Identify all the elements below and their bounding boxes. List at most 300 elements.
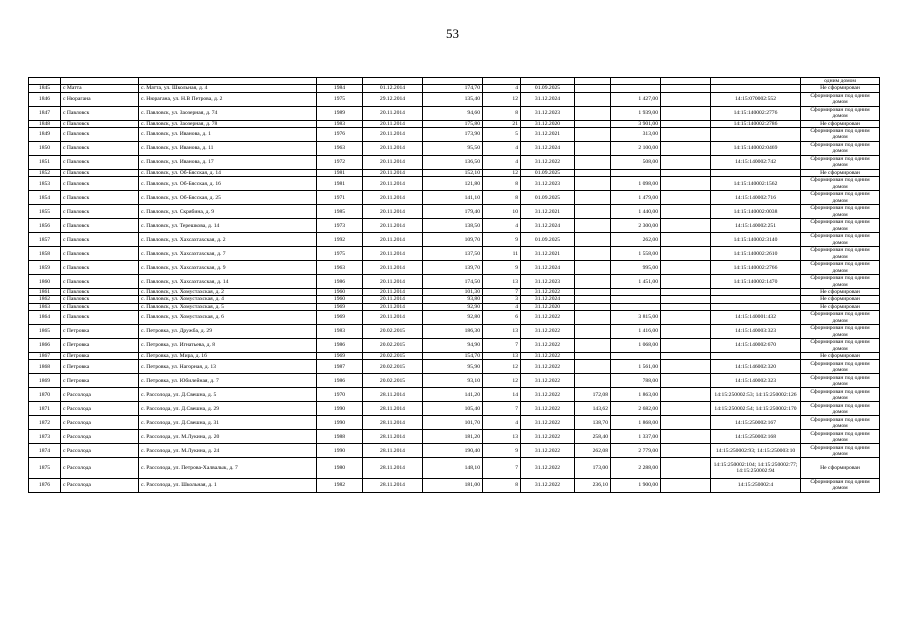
- cell-date: 20.02.2015: [363, 360, 423, 374]
- cell-col11: 1 863,00: [611, 388, 661, 402]
- cell-num: 1847: [29, 106, 61, 120]
- cell-count: 13: [483, 430, 521, 444]
- cell-num: 1871: [29, 402, 61, 416]
- cell-area: 92,90: [423, 303, 483, 310]
- cell-num: 1852: [29, 169, 61, 176]
- cell-settlement: с Матта: [61, 85, 139, 92]
- cell-date: 20.11.2014: [363, 177, 423, 191]
- cell-year: 1989: [317, 106, 363, 120]
- cell-empty: [661, 169, 711, 176]
- cell-empty: [661, 416, 711, 430]
- cell-area: 179,40: [423, 205, 483, 219]
- cell-count: 4: [483, 416, 521, 430]
- cell-date: 20.11.2014: [363, 155, 423, 169]
- cell-col11: 508,00: [611, 155, 661, 169]
- cell-count: 8: [483, 478, 521, 492]
- table-row: [29, 247, 880, 261]
- cell-date: 20.11.2014: [363, 219, 423, 233]
- cell-address: с. Рассолода, ул. Д.Свешна, д. 5: [139, 388, 317, 402]
- cell-count: 14: [483, 388, 521, 402]
- cell-deadline: 31.12.2020: [521, 303, 575, 310]
- cell-cadastral: 14:15:070002:552: [711, 92, 801, 106]
- cell-col10: [575, 303, 611, 310]
- cell-area: 175,80: [423, 120, 483, 127]
- cell-col10: [575, 85, 611, 92]
- cell-col11: 2 300,00: [611, 219, 661, 233]
- cell-cadastral: 14:15:140002:323: [711, 374, 801, 388]
- housing-table: [28, 77, 880, 493]
- table-row: [29, 289, 880, 296]
- cell-settlement: с Павловск: [61, 169, 139, 176]
- cell-cadastral: 14:15:140002:2610: [711, 247, 801, 261]
- cell-area: 109,70: [423, 233, 483, 247]
- cell-year: 1969: [317, 303, 363, 310]
- cell-num: 1850: [29, 141, 61, 155]
- cell-year: 1972: [317, 155, 363, 169]
- cell-deadline: 31.12.2022: [521, 458, 575, 479]
- cell-address: с. Нюрагана, ул. Н.В Петрова, д. 2: [139, 92, 317, 106]
- cell-count: 3: [483, 296, 521, 303]
- cell-empty: [661, 247, 711, 261]
- table-row: [29, 177, 880, 191]
- cell-col10: [575, 275, 611, 289]
- table-row: [29, 353, 880, 360]
- cell-status: Сформирован под одним домом: [801, 416, 880, 430]
- cell-area: 141,20: [423, 388, 483, 402]
- cell-settlement: с Павловск: [61, 127, 139, 141]
- cell-cadastral: 14:15:140003:323: [711, 325, 801, 339]
- cell-area: 181,00: [423, 478, 483, 492]
- cell-num: 1858: [29, 247, 61, 261]
- cell-num: 1849: [29, 127, 61, 141]
- cell-count: 21: [483, 120, 521, 127]
- cell-col10: [575, 120, 611, 127]
- cell-date: 28.11.2014: [363, 458, 423, 479]
- cell-empty: [661, 360, 711, 374]
- cell-area: 186,30: [423, 325, 483, 339]
- table-row: [29, 127, 880, 141]
- cell-area: 135,40: [423, 92, 483, 106]
- cell-cadastral: 14:15:140002:1470: [711, 275, 801, 289]
- cell-col11: 1 900,00: [611, 478, 661, 492]
- cell-settlement: с Павловск: [61, 311, 139, 325]
- table-row: [29, 388, 880, 402]
- cell-col11: 3 901,00: [611, 120, 661, 127]
- cell-col10: [575, 141, 611, 155]
- cell-col10: [575, 205, 611, 219]
- cell-num: 1876: [29, 478, 61, 492]
- cell-year: 1981: [317, 177, 363, 191]
- cell-deadline: 31.12.2022: [521, 360, 575, 374]
- cell-date: 20.11.2014: [363, 120, 423, 127]
- cell-deadline: 01.09.2025: [521, 169, 575, 176]
- cell-year: 1985: [317, 205, 363, 219]
- cell-empty: [661, 388, 711, 402]
- table-row: [29, 444, 880, 458]
- cell-count: 13: [483, 275, 521, 289]
- cell-deadline: 31.12.2024: [521, 296, 575, 303]
- cell-cadastral: 14:15:140002:0469: [711, 141, 801, 155]
- cell-settlement: с Рассолода: [61, 458, 139, 479]
- cell-empty: [661, 402, 711, 416]
- cell-area: 148,10: [423, 458, 483, 479]
- cell-empty: [661, 191, 711, 205]
- cell-date: 28.11.2014: [363, 416, 423, 430]
- cell-num: 1866: [29, 339, 61, 353]
- cell-area: 93,10: [423, 374, 483, 388]
- cell-empty: [661, 92, 711, 106]
- cell-cadastral: 14:15:140002:2776: [711, 106, 801, 120]
- cell-num: 1863: [29, 303, 61, 310]
- cell-deadline: 31.12.2022: [521, 353, 575, 360]
- cell-col10: [575, 311, 611, 325]
- cell-count: 4: [483, 219, 521, 233]
- table-row: [29, 169, 880, 176]
- cell-count: 4: [483, 85, 521, 92]
- cell-col11: 2 100,00: [611, 141, 661, 155]
- cell-year: 1986: [317, 339, 363, 353]
- cell-area: 181,20: [423, 430, 483, 444]
- cell-col11: 1 440,00: [611, 205, 661, 219]
- table-row: [29, 303, 880, 310]
- cell-area: 138,50: [423, 219, 483, 233]
- cell-date: 20.11.2014: [363, 261, 423, 275]
- table-row: [29, 458, 880, 479]
- cell-col10: [575, 261, 611, 275]
- cell-year: 1980: [317, 458, 363, 479]
- cell-cadastral: 14:15:140002:0038: [711, 205, 801, 219]
- cell-year: 1988: [317, 430, 363, 444]
- cell-col10: [575, 296, 611, 303]
- cell-deadline: 31.12.2022: [521, 155, 575, 169]
- cell-count: 4: [483, 141, 521, 155]
- cell-date: 20.11.2014: [363, 141, 423, 155]
- cell-cadastral: 14:15:140002:251: [711, 219, 801, 233]
- cell-deadline: 31.12.2022: [521, 311, 575, 325]
- cell-year: 1990: [317, 416, 363, 430]
- table-row: [29, 374, 880, 388]
- cell-year: 1990: [317, 444, 363, 458]
- cell-date: 20.11.2014: [363, 191, 423, 205]
- cell-empty: [661, 106, 711, 120]
- cell-status: Сформирован под одним домом: [801, 430, 880, 444]
- cell-status: Сформирован под одним домом: [801, 92, 880, 106]
- cell-deadline: 01.09.2025: [521, 233, 575, 247]
- cell-status: Не сформирован: [801, 169, 880, 176]
- cell-settlement: с Павловск: [61, 296, 139, 303]
- table-row: [29, 360, 880, 374]
- cell-count: 9: [483, 261, 521, 275]
- cell-deadline: 01.09.2025: [521, 85, 575, 92]
- cell-deadline: 31.12.2022: [521, 325, 575, 339]
- cell-year: 1963: [317, 261, 363, 275]
- cell-settlement: с Павловск: [61, 219, 139, 233]
- cell-address: с. Павловск, ул. Иванова, д. 11: [139, 141, 317, 155]
- cell-col10: [575, 360, 611, 374]
- cell-cadastral: 14:15:250002:93; 14:15:250003:10: [711, 444, 801, 458]
- cell-empty: [661, 141, 711, 155]
- cell-empty: [661, 430, 711, 444]
- cell-col11: 1 098,00: [611, 177, 661, 191]
- table-row: [29, 141, 880, 155]
- cell-col11: 2 288,00: [611, 458, 661, 479]
- cell-status: Сформирован под одним домом: [801, 205, 880, 219]
- cell-settlement: с Павловск: [61, 289, 139, 296]
- cell-col11: 2 779,00: [611, 444, 661, 458]
- cell-count: 8: [483, 177, 521, 191]
- cell-col11: 1 427,00: [611, 92, 661, 106]
- cell-status: Сформирован под одним домом: [801, 177, 880, 191]
- cell-status: Сформирован под одним домом: [801, 155, 880, 169]
- cell-status: Сформирован под одним домом: [801, 388, 880, 402]
- cell-status: Сформирован под одним домом: [801, 275, 880, 289]
- cell-address: с. Павловск, ул. Хахсахтахская, д. 14: [139, 275, 317, 289]
- cell-status: Сформирован под одним домом: [801, 478, 880, 492]
- cell-settlement: с Рассолода: [61, 430, 139, 444]
- cell-col10: [575, 233, 611, 247]
- cell-num: 1870: [29, 388, 61, 402]
- cell-date: 29.12.2014: [363, 92, 423, 106]
- cell-count: 7: [483, 339, 521, 353]
- cell-empty: [661, 478, 711, 492]
- table-row: [29, 311, 880, 325]
- cell-empty: [661, 325, 711, 339]
- cell-area: 95,50: [423, 141, 483, 155]
- cell-count: 4: [483, 155, 521, 169]
- table-row: [29, 155, 880, 169]
- cell-col11: [611, 169, 661, 176]
- cell-cadastral: 14:15:146002:320: [711, 360, 801, 374]
- cell-count: 8: [483, 106, 521, 120]
- cell-deadline: 31.12.2022: [521, 444, 575, 458]
- cell-address: с. Петровка, ул. Юбилейная, д. 7: [139, 374, 317, 388]
- cell-address: с. Павловск, ул. Хомустахская, д. 4: [139, 296, 317, 303]
- cell-count: 13: [483, 325, 521, 339]
- cell-count: 5: [483, 127, 521, 141]
- cell-col10: [575, 92, 611, 106]
- cell-address: с. Рассолода, ул. М.Лукина, д. 20: [139, 430, 317, 444]
- cell-col10: 236,10: [575, 478, 611, 492]
- cell-deadline: 31.12.2022: [521, 430, 575, 444]
- cell-settlement: с Павловск: [61, 261, 139, 275]
- cell-area: 92,80: [423, 311, 483, 325]
- cell-deadline: 31.12.2022: [521, 402, 575, 416]
- cell-status: Сформирован под одним домом: [801, 261, 880, 275]
- cell-cadastral: [711, 127, 801, 141]
- cell-settlement: с Павловск: [61, 177, 139, 191]
- cell-col10: [575, 177, 611, 191]
- cell-status: Сформирован под одним домом: [801, 127, 880, 141]
- table-row: [29, 261, 880, 275]
- cell-area: 174,50: [423, 275, 483, 289]
- cell-year: 1970: [317, 388, 363, 402]
- cell-settlement: с Рассолода: [61, 444, 139, 458]
- cell-status: Не сформирован: [801, 458, 880, 479]
- cell-col11: 3 815,00: [611, 311, 661, 325]
- cell-address: с. Рассолода, ул. М.Лукина, д. 24: [139, 444, 317, 458]
- cell-deadline: 31.12.2022: [521, 478, 575, 492]
- cell-empty: [661, 311, 711, 325]
- cell-date: 01.12.2014: [363, 85, 423, 92]
- cell-year: 1975: [317, 247, 363, 261]
- page-number: 53: [446, 26, 459, 41]
- cell-num: 1867: [29, 353, 61, 360]
- cell-empty: [661, 374, 711, 388]
- cell-col11: 262,00: [611, 233, 661, 247]
- cell-cadastral: 14:15:250002:104; 14:15:250002:77; 14:15:250002:94: [711, 458, 801, 479]
- cell-address: с. Петровка, ул. Игнатьева, д. 8: [139, 339, 317, 353]
- cell-col10: [575, 339, 611, 353]
- cell-settlement: с Павловск: [61, 275, 139, 289]
- cell-num: 1846: [29, 92, 61, 106]
- cell-address: с. Павловск, ул. Об-Бясская, д. 25: [139, 191, 317, 205]
- cell-col10: 138,70: [575, 416, 611, 430]
- cell-empty: [661, 339, 711, 353]
- cell-count: 7: [483, 289, 521, 296]
- cell-num: 1848: [29, 120, 61, 127]
- cell-empty: [661, 177, 711, 191]
- cell-cadastral: 14:15:250002:168: [711, 430, 801, 444]
- cell-status: Сформирован под одним домом: [801, 219, 880, 233]
- cell-status: Сформирован под одним домом: [801, 339, 880, 353]
- cell-col10: 143,62: [575, 402, 611, 416]
- cell-cadastral: [711, 289, 801, 296]
- cell-date: 28.11.2014: [363, 444, 423, 458]
- cell-year: 1990: [317, 402, 363, 416]
- cell-area: 105,40: [423, 402, 483, 416]
- cell-cadastral: 14:15:250002:167: [711, 416, 801, 430]
- cell-num: 1851: [29, 155, 61, 169]
- cell-num: 1854: [29, 191, 61, 205]
- cell-num: 1862: [29, 296, 61, 303]
- cell-area: 94,90: [423, 339, 483, 353]
- cell-num: 1868: [29, 360, 61, 374]
- cell-address: с. Рассолода, ул. Петрова-Халвалык, д. 7: [139, 458, 317, 479]
- cell-deadline: 31.12.2022: [521, 416, 575, 430]
- cell-empty: [661, 127, 711, 141]
- cell-area: 93,80: [423, 296, 483, 303]
- cell-area: 94,60: [423, 106, 483, 120]
- cell-address: с. Павловск, ул. Хахсахтахская, д. 7: [139, 247, 317, 261]
- cell-empty: [661, 458, 711, 479]
- cell-year: 1975: [317, 92, 363, 106]
- cell-col11: 2 682,00: [611, 402, 661, 416]
- cell-status: Сформирован под одним домом: [801, 106, 880, 120]
- cell-col10: [575, 289, 611, 296]
- cell-count: 10: [483, 205, 521, 219]
- cell-area: 141,10: [423, 191, 483, 205]
- cell-empty: [661, 261, 711, 275]
- cell-date: 20.02.2015: [363, 353, 423, 360]
- cell-num: 1875: [29, 458, 61, 479]
- cell-cadastral: [711, 85, 801, 92]
- cell-empty: [661, 85, 711, 92]
- cell-cadastral: [711, 296, 801, 303]
- table-row: [29, 339, 880, 353]
- cell-empty: [661, 289, 711, 296]
- cell-col10: [575, 353, 611, 360]
- cell-year: 1960: [317, 296, 363, 303]
- cell-year: 1969: [317, 353, 363, 360]
- table-row: [29, 219, 880, 233]
- cell-year: 1986: [317, 275, 363, 289]
- cell-area: 173,90: [423, 127, 483, 141]
- cell-col11: 1 558,00: [611, 247, 661, 261]
- cell-col11: 1 479,00: [611, 191, 661, 205]
- cell-year: 1971: [317, 191, 363, 205]
- cell-num: 1857: [29, 233, 61, 247]
- cell-date: 20.11.2014: [363, 296, 423, 303]
- cell-col10: [575, 191, 611, 205]
- cell-address: с. Петровка, ул. Нагорная, д. 13: [139, 360, 317, 374]
- table-row: [29, 325, 880, 339]
- cell-status: Не сформирован: [801, 303, 880, 310]
- cell-col11: 313,00: [611, 127, 661, 141]
- cell-settlement: с Павловск: [61, 233, 139, 247]
- cell-date: 20.11.2014: [363, 205, 423, 219]
- cell-date: 28.11.2014: [363, 430, 423, 444]
- cell-num: 1861: [29, 289, 61, 296]
- cell-date: 20.11.2014: [363, 169, 423, 176]
- cell-area: 136,50: [423, 155, 483, 169]
- cell-date: 20.11.2014: [363, 127, 423, 141]
- cell-count: 8: [483, 191, 521, 205]
- cell-settlement: с Павловск: [61, 106, 139, 120]
- cell-area: 101,70: [423, 416, 483, 430]
- cell-num: 1865: [29, 325, 61, 339]
- cell-col10: 173,00: [575, 458, 611, 479]
- cell-num: 1855: [29, 205, 61, 219]
- cell-year: 1984: [317, 85, 363, 92]
- table-row: [29, 478, 880, 492]
- cell-address: с. Петровка, ул. Мира, д. 16: [139, 353, 317, 360]
- cell-status: Сформирован под одним домом: [801, 444, 880, 458]
- cell-deadline: 31.12.2022: [521, 339, 575, 353]
- cell-col11: 788,00: [611, 374, 661, 388]
- cell-deadline: 31.12.2023: [521, 106, 575, 120]
- table-row: [29, 430, 880, 444]
- cell-year: 1983: [317, 325, 363, 339]
- table-row: [29, 120, 880, 127]
- cell-date: 28.11.2014: [363, 478, 423, 492]
- cell-year: 1973: [317, 219, 363, 233]
- cell-address: с. Петровка, ул. Дружба, д. 29: [139, 325, 317, 339]
- table-row: [29, 233, 880, 247]
- cell-empty: [661, 219, 711, 233]
- table-row: [29, 402, 880, 416]
- cell-cadastral: 14:15:140002:670: [711, 339, 801, 353]
- cell-deadline: 31.12.2021: [521, 205, 575, 219]
- cell-deadline: 31.12.2022: [521, 374, 575, 388]
- cell-cadastral: 14:15:140002:2766: [711, 261, 801, 275]
- cell-settlement: с Павловск: [61, 191, 139, 205]
- cell-col11: 995,00: [611, 261, 661, 275]
- cell-area: 139,70: [423, 261, 483, 275]
- table-row: [29, 106, 880, 120]
- cell-deadline: 31.12.2024: [521, 261, 575, 275]
- cell-cadastral: 14:15:250002:4: [711, 478, 801, 492]
- table-row: [29, 416, 880, 430]
- cell-status: Не сформирован: [801, 85, 880, 92]
- cell-cadastral: 14:15:250002:54; 14:15:250002:170: [711, 402, 801, 416]
- cell-settlement: с Нюрагана: [61, 92, 139, 106]
- cell-year: 1992: [317, 233, 363, 247]
- cell-area: 152,10: [423, 169, 483, 176]
- cell-cadastral: 14:15:140002:716: [711, 191, 801, 205]
- cell-col11: 1 561,00: [611, 360, 661, 374]
- cell-status: Сформирован под одним домом: [801, 325, 880, 339]
- cell-num: 1864: [29, 311, 61, 325]
